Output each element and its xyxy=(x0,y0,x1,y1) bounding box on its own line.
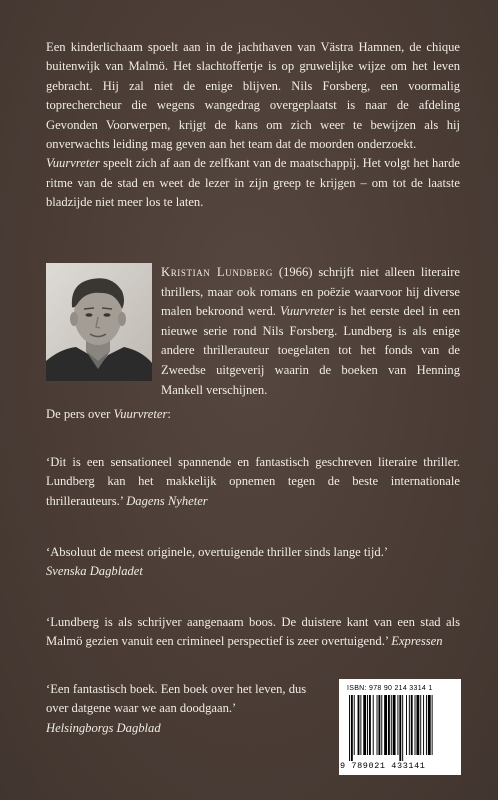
press-heading-colon: : xyxy=(167,407,171,421)
press-heading-title: Vuurvreter xyxy=(113,407,168,421)
press-quote-2-text: ‘Absoluut de meest originele, overtuigende thriller sinds lange tijd.’ xyxy=(46,545,389,559)
press-quote-2-source: Svenska Dagbladet xyxy=(46,564,143,579)
press-quote-1 xyxy=(46,453,460,511)
barcode-digits: 9 789021 433141 xyxy=(340,761,426,771)
barcode-label xyxy=(339,679,461,775)
author-name: Kristian Lundberg xyxy=(161,265,273,279)
press-quote-4-text: ‘Een fantastisch boek. Een boek over het leven, dus over datgene waar we aan doodgaan.’ xyxy=(46,682,307,716)
press-quote-1-source: Dagens Nyheter xyxy=(126,493,208,508)
barcode-icon xyxy=(347,695,455,761)
author-section xyxy=(46,263,460,397)
author-bio xyxy=(161,263,460,400)
author-bio-text-b: is het eerste deel in een nieuwe serie rond Nils Forsberg. Lundberg is als enige andere thrillerauteur toegelaten tot het fonds van de Zweedse uitgeverij waarin de boeken van Henning Mankell verschijnen. xyxy=(161,304,460,397)
blurb xyxy=(46,38,460,213)
press-quote-3 xyxy=(46,613,460,652)
author-photo xyxy=(46,263,152,381)
author-bio-text-a: (1966) schrijft niet alleen literaire thrillers, maar ook romans en poëzie waarvoor hij diverse malen bekroond werd. xyxy=(161,265,460,319)
blurb-paragraph-1: Een kinderlichaam spoelt aan in de jachthaven van Västra Hamnen, de chique buitenwijk van Malmö. Het slachtoffertje is op gruwelijke wijze om het leven gebracht. Hij zal niet de enige blijven. Nils Forsberg, een voormalig toprechercheur die wegens wangedrag overgeplaatst is naar de afdeling Gevonden Voorwerpen, krijgt de kans om zich weer te bewijzen als hij onverwachts leiding mag geven aan het team dat de moorden onderzoekt. xyxy=(46,40,460,152)
press-quote-2 xyxy=(46,543,460,582)
author-bio-book-title: Vuurvreter xyxy=(280,304,334,319)
isbn-text: ISBN: 978 90 214 3314 1 xyxy=(347,685,433,692)
press-quote-3-source: Expressen xyxy=(391,634,443,649)
blurb-paragraph-2 xyxy=(46,154,460,212)
press-quote-4 xyxy=(46,680,326,738)
press-quote-1-text: ‘Dit is een sensationeel spannende en fantastisch geschreven literaire thriller. Lundberg kan het makkelijk opnemen tegen de beste internationale thrillerauteurs.’ xyxy=(46,455,460,508)
press-heading-text: De pers over xyxy=(46,407,114,421)
press-heading xyxy=(46,405,460,424)
press-quote-3-text: ‘Lundberg is als schrijver aangenaam boos. De duistere kant van een stad als Malmö gezien vanuit een crimineel perspectief is zeer overtuigend.’ xyxy=(46,615,460,649)
blurb-paragraph-2-text: speelt zich af aan de zelfkant van de maatschappij. Het volgt het harde ritme van de stad en weet de lezer in zijn greep te krijgen – om tot de laatste bladzijde niet meer los te laten. xyxy=(46,156,460,210)
author-portrait-image xyxy=(46,263,152,381)
press-quote-4-source: Helsingborgs Dagblad xyxy=(46,720,161,735)
book-title: Vuurvreter xyxy=(46,156,100,171)
